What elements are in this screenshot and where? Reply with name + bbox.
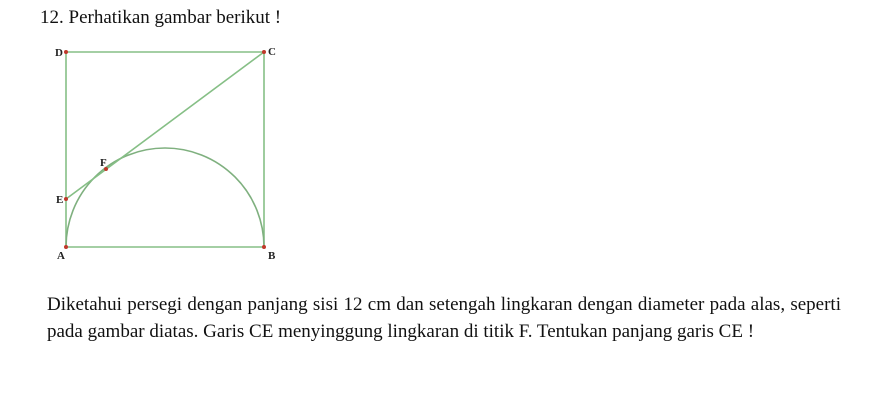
- label-c: C: [268, 46, 276, 58]
- label-a: A: [57, 250, 65, 262]
- point-e: [64, 197, 68, 201]
- point-b: [262, 245, 266, 249]
- label-d: D: [55, 47, 63, 59]
- label-b: B: [268, 250, 276, 262]
- point-d: [64, 50, 68, 54]
- question-title: 12. Perhatikan gambar berikut !: [40, 7, 282, 28]
- point-a: [64, 245, 68, 249]
- semicircle-arc: [66, 148, 264, 247]
- problem-statement: Diketahui persegi dengan panjang sisi 12 cm dan setengah lingkaran dengan diameter pada alas, seperti pada gambar diatas. Garis CE menyinggung lingkaran di titik F. Tentukan panjang garis CE !: [47, 294, 841, 342]
- label-f: F: [100, 157, 107, 169]
- label-e: E: [56, 194, 64, 206]
- point-c: [262, 50, 266, 54]
